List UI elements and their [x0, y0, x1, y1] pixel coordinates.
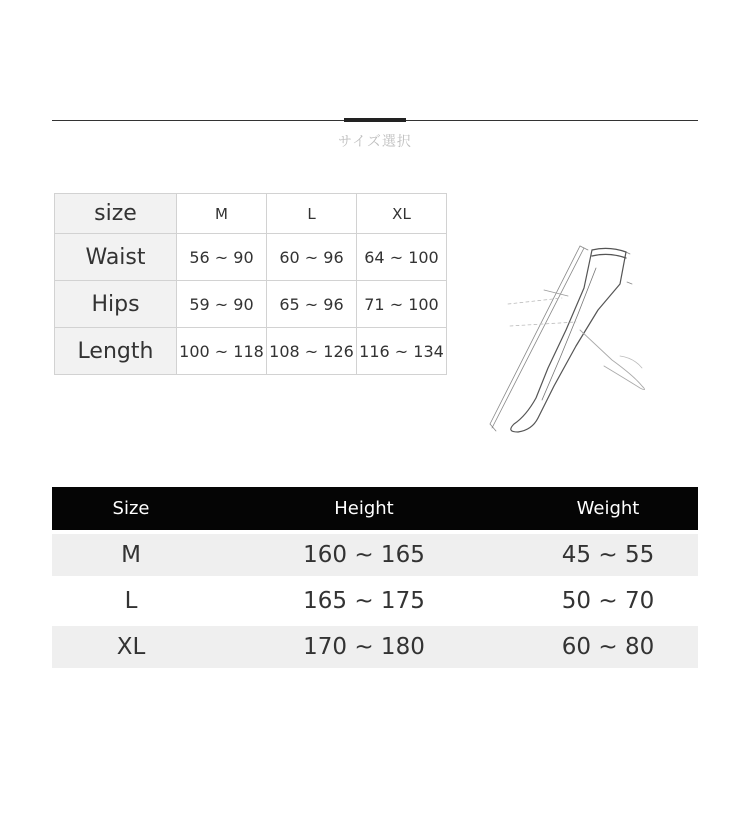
- fit-weight-m: 45 ~ 55: [561, 542, 655, 568]
- section-title: サイズ選択: [338, 134, 412, 150]
- hips-xl: 71 ~ 100: [357, 281, 447, 328]
- table-row: [52, 534, 698, 576]
- fit-height-m: 160 ~ 165: [303, 542, 425, 568]
- fit-table: [52, 487, 698, 668]
- fit-table-header: [52, 487, 698, 530]
- length-l: 108 ~ 126: [267, 328, 357, 375]
- header-height: Height: [334, 498, 394, 519]
- divider-accent: [344, 118, 406, 122]
- fit-weight-xl: 60 ~ 80: [561, 634, 655, 660]
- fit-size-xl: XL: [116, 634, 146, 660]
- fit-height-l: 165 ~ 175: [303, 588, 425, 614]
- header-weight: Weight: [576, 498, 640, 519]
- length-xl: 116 ~ 134: [357, 328, 447, 375]
- fit-height-xl: 170 ~ 180: [303, 634, 425, 660]
- measurement-header-row: [55, 194, 447, 234]
- hips-m: 59 ~ 90: [177, 281, 267, 328]
- length-m: 100 ~ 118: [177, 328, 267, 375]
- fit-weight-l: 50 ~ 70: [561, 588, 655, 614]
- row-label-hips: Hips: [55, 281, 177, 328]
- row-label-waist: Waist: [55, 234, 177, 281]
- fit-size-l: L: [124, 588, 138, 614]
- hips-l: 65 ~ 96: [267, 281, 357, 328]
- fit-size-m: M: [121, 542, 141, 568]
- measurement-row-waist: [55, 234, 447, 281]
- measurement-row-hips: [55, 281, 447, 328]
- leg-measurement-illustration: [484, 238, 664, 438]
- header-size: Size: [112, 498, 150, 519]
- measurement-row-length: [55, 328, 447, 375]
- table-row: [52, 626, 698, 668]
- measurement-table: [54, 193, 447, 375]
- table-row: [52, 576, 698, 626]
- waist-m: 56 ~ 90: [177, 234, 267, 281]
- header-cell-xl: XL: [357, 194, 447, 234]
- header-cell-size: size: [55, 194, 177, 234]
- header-cell-m: M: [177, 194, 267, 234]
- row-label-length: Length: [55, 328, 177, 375]
- header-cell-l: L: [267, 194, 357, 234]
- waist-xl: 64 ~ 100: [357, 234, 447, 281]
- waist-l: 60 ~ 96: [267, 234, 357, 281]
